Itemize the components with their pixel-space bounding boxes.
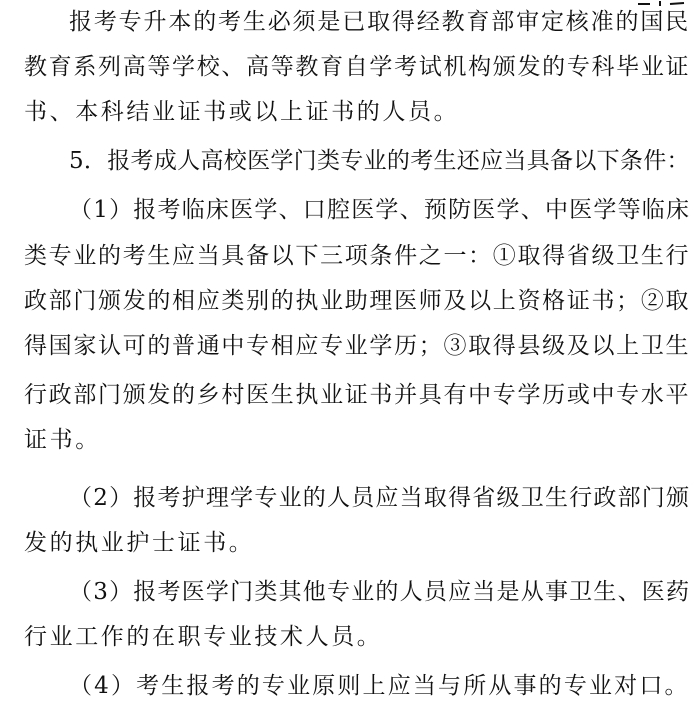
subitem-2-line-1: （2）报考护理学专业的人员应当取得省级卫生行政部门颁: [69, 485, 691, 511]
subitem-1-line-2: 类专业的考生应当具备以下三项条件之一：①取得省级卫生行: [24, 243, 691, 269]
paragraph-line-3: 书、本科结业证书或以上证书的人员。: [24, 99, 460, 125]
subitem-1-line-3: 政部门颁发的相应类别的执业助理医师及以上资格证书；②取: [24, 288, 691, 314]
subitem-4-line-1: （4）考生报考的专业原则上应当与所从事的专业对口。: [69, 673, 690, 699]
subitem-3-line-2: 行业工作的在职专业技术人员。: [24, 624, 383, 650]
paragraph-line-1: 报考专升本的考生必须是已取得经教育部审定核准的国民: [69, 9, 690, 35]
subitem-3-line-1: （3）报考医学门类其他专业的人员应当是从事卫生、医药: [69, 579, 691, 605]
paragraph-line-2: 教育系列高等学校、高等教育自学考试机构颁发的专科毕业证: [24, 54, 691, 80]
cropped-top-edge-glyph: [636, 0, 690, 6]
subitem-1-line-4: 得国家认可的普通中专相应专业学历；③取得县级及以上卫生: [24, 333, 691, 359]
subitem-1-line-6: 证书。: [24, 427, 101, 453]
subitem-1-line-5: 行政部门颁发的乡村医生执业证书并具有中专学历或中专水平: [24, 382, 691, 408]
subitem-1-line-1: （1）报考临床医学、口腔医学、预防医学、中医学等临床: [69, 197, 691, 223]
subitem-2-line-2: 发的执业护士证书。: [24, 530, 255, 556]
item-5-heading: 5．报考成人高校医学门类专业的考生还应当具备以下条件：: [69, 148, 690, 174]
